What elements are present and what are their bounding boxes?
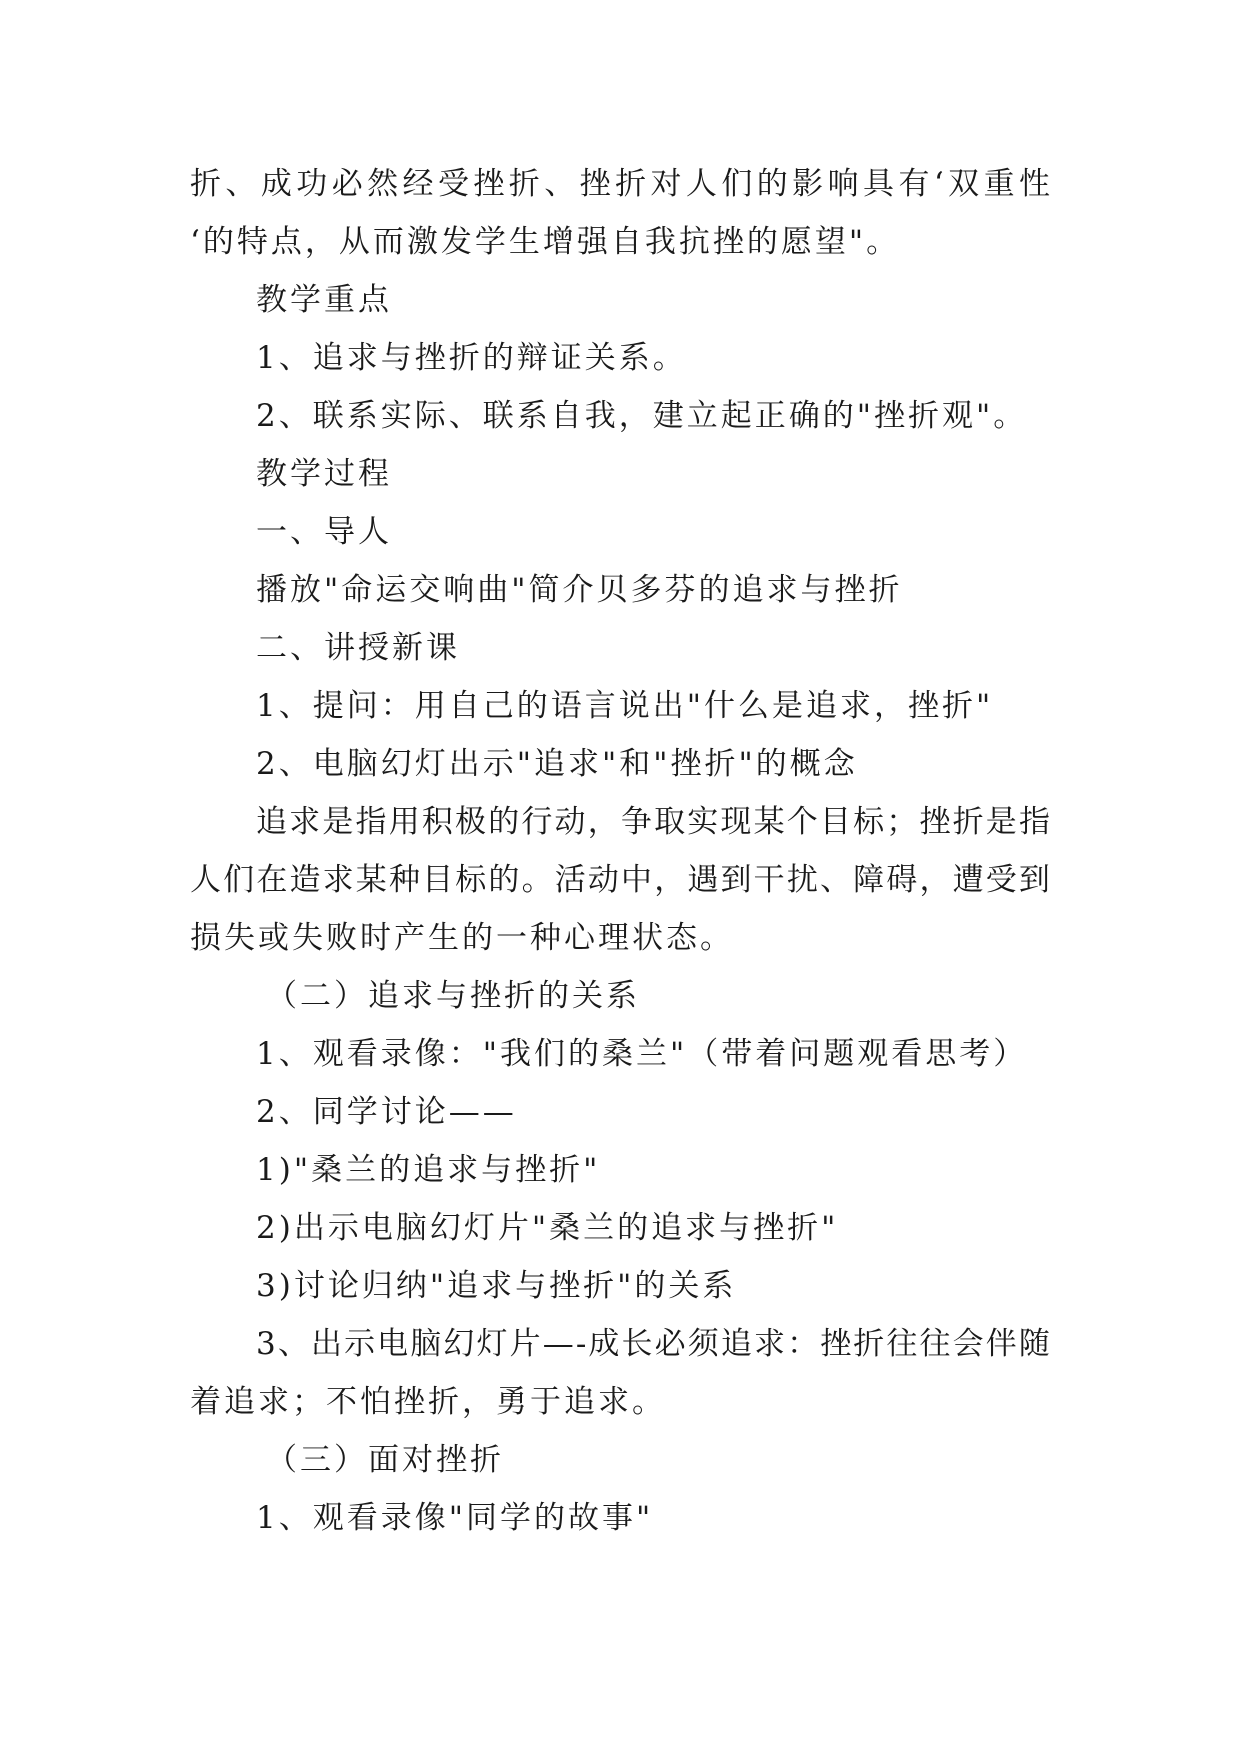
list-item: 1、观看录像"同学的故事" <box>256 1500 654 1536</box>
line-char: - <box>575 1326 587 1362</box>
list-item: 1)"桑兰的追求与挫折" <box>256 1152 601 1188</box>
line-char: 干 <box>753 862 785 898</box>
line-char: 、 <box>544 166 576 202</box>
list-item: 1、观看录像："我们的桑兰"（带着问题观看思考） <box>256 1036 1028 1072</box>
line-char: 片 <box>509 1326 541 1362</box>
line-char: 追 <box>256 804 287 840</box>
line-char: 人 <box>685 166 717 202</box>
line-char: 动 <box>554 804 586 840</box>
line-char: 脑 <box>410 1326 442 1362</box>
line-char: 双 <box>948 166 980 202</box>
line-char: 中 <box>621 862 653 898</box>
line-char: 3 <box>256 1326 276 1362</box>
line-char: 求 <box>322 862 354 898</box>
line-char: 必 <box>654 1326 686 1362</box>
line-char: 在 <box>256 862 288 898</box>
line-char: 功 <box>296 166 328 202</box>
line-char: 往 <box>886 1326 918 1362</box>
line-char: 动 <box>587 862 619 898</box>
line-char: 用 <box>388 804 420 840</box>
line-char: 目 <box>819 804 851 840</box>
line-char: 示 <box>344 1326 376 1362</box>
subsection-heading: 二、讲授新课 <box>256 630 460 666</box>
line-char: 具 <box>863 166 895 202</box>
line-char: 、 <box>277 1326 309 1362</box>
list-item: 2)出示电脑幻灯片"桑兰的追求与挫折" <box>256 1210 839 1246</box>
line-char: 必 <box>331 166 363 202</box>
line-char: 长 <box>621 1326 653 1362</box>
line-char: 种 <box>388 862 420 898</box>
list-item: 2、联系实际、联系自我，建立起正确的"挫折观"。 <box>256 398 1028 434</box>
paragraph-line <box>190 793 1050 851</box>
line-char: 重 <box>983 166 1015 202</box>
line-char: 挫 <box>820 1326 852 1362</box>
line-char: ， <box>919 862 951 898</box>
line-char: 往 <box>919 1326 951 1362</box>
line-char: 。 <box>521 862 553 898</box>
line-char: 行 <box>521 804 553 840</box>
line-char: 性 <box>1018 166 1050 202</box>
line-char: ； <box>886 804 918 840</box>
line-char: 到 <box>720 862 752 898</box>
subsection-heading: （三）面对挫折 <box>266 1442 504 1478</box>
line-char: 障 <box>853 862 885 898</box>
line-char: 折 <box>508 166 540 202</box>
line-char: 受 <box>985 862 1017 898</box>
line-char: ‘ <box>933 166 944 202</box>
line-char: 的 <box>488 862 520 898</box>
line-char: 是 <box>985 804 1017 840</box>
line-char: 扰 <box>786 862 818 898</box>
list-item: 2、同学讨论—— <box>256 1094 517 1130</box>
line-char: 、 <box>225 166 257 202</box>
section-heading: 教学重点 <box>256 282 392 318</box>
line-char: 追 <box>720 1326 752 1362</box>
line-char: 碍 <box>886 862 918 898</box>
line-char: 到 <box>1018 862 1050 898</box>
line-char: 遭 <box>952 862 984 898</box>
paragraph-line <box>190 155 1050 213</box>
line-char: 灯 <box>476 1326 508 1362</box>
line-char: 求 <box>289 804 321 840</box>
paragraph-line: ‘的特点，从而激发学生增强自我抗挫的愿望"。 <box>190 224 901 260</box>
line-char: 取 <box>654 804 686 840</box>
line-char: 人 <box>190 862 221 898</box>
line-char: 标 <box>455 862 487 898</box>
line-char: 某 <box>753 804 785 840</box>
line-char: 积 <box>421 804 453 840</box>
line-char: 个 <box>786 804 818 840</box>
paragraph-line: 着追求；不怕挫折，勇于追求。 <box>190 1384 666 1420</box>
line-char: 出 <box>310 1326 342 1362</box>
paragraph-line: 损失或失败时产生的一种心理状态。 <box>190 920 734 956</box>
line-char: 折 <box>952 804 984 840</box>
line-char: 折 <box>190 166 221 202</box>
list-item: 3)讨论归纳"追求与挫折"的关系 <box>256 1268 737 1304</box>
line-char: 实 <box>687 804 719 840</box>
line-char: 伴 <box>985 1326 1017 1362</box>
line-char: ： <box>787 1326 819 1362</box>
list-item: 1、提问：用自己的语言说出"什么是追求，挫折" <box>256 688 994 724</box>
subsection-heading: 一、导人 <box>256 514 392 550</box>
line-char: 随 <box>1018 1326 1050 1362</box>
line-char: 对 <box>650 166 682 202</box>
line-char: 遇 <box>687 862 719 898</box>
line-char: 折 <box>853 1326 885 1362</box>
line-char: — <box>542 1326 574 1362</box>
line-char: 成 <box>260 166 292 202</box>
line-char: 目 <box>422 862 454 898</box>
line-char: 的 <box>488 804 520 840</box>
line-char: 受 <box>437 166 469 202</box>
line-char: 影 <box>792 166 824 202</box>
list-item: 1、追求与挫折的辩证关系。 <box>256 340 687 376</box>
line-char: 电 <box>377 1326 409 1362</box>
line-char: 然 <box>367 166 399 202</box>
line-char: 求 <box>753 1326 785 1362</box>
line-char: 标 <box>853 804 885 840</box>
paragraph-line <box>190 851 1050 909</box>
line-char: 折 <box>615 166 647 202</box>
line-char: ， <box>587 804 619 840</box>
list-item <box>190 1315 1050 1373</box>
line-char: 挫 <box>579 166 611 202</box>
line-char: 、 <box>819 862 851 898</box>
line-char: 是 <box>322 804 354 840</box>
line-char: 有 <box>898 166 930 202</box>
line-char: 会 <box>952 1326 984 1362</box>
line-char: 活 <box>554 862 586 898</box>
line-char: 某 <box>355 862 387 898</box>
line-char: 极 <box>455 804 487 840</box>
section-heading: 教学过程 <box>256 456 392 492</box>
document-body <box>190 155 1050 1547</box>
line-char: 们 <box>721 166 753 202</box>
line-char: 响 <box>827 166 859 202</box>
line-char: 的 <box>756 166 788 202</box>
line-char: 指 <box>355 804 387 840</box>
line-char: ， <box>654 862 686 898</box>
paragraph-line: 播放"命运交响曲"简介贝多芬的追求与挫折 <box>256 572 903 608</box>
line-char: 指 <box>1018 804 1050 840</box>
line-char: 争 <box>620 804 652 840</box>
line-char: 成 <box>588 1326 620 1362</box>
line-char: 造 <box>289 862 321 898</box>
line-char: 挫 <box>919 804 951 840</box>
line-char: 经 <box>402 166 434 202</box>
subsection-heading: （二）追求与挫折的关系 <box>266 978 640 1014</box>
line-char: 幻 <box>443 1326 475 1362</box>
line-char: 们 <box>223 862 255 898</box>
line-char: 须 <box>687 1326 719 1362</box>
list-item: 2、电脑幻灯出示"追求"和"挫折"的概念 <box>256 746 858 782</box>
line-char: 现 <box>720 804 752 840</box>
line-char: 挫 <box>473 166 505 202</box>
